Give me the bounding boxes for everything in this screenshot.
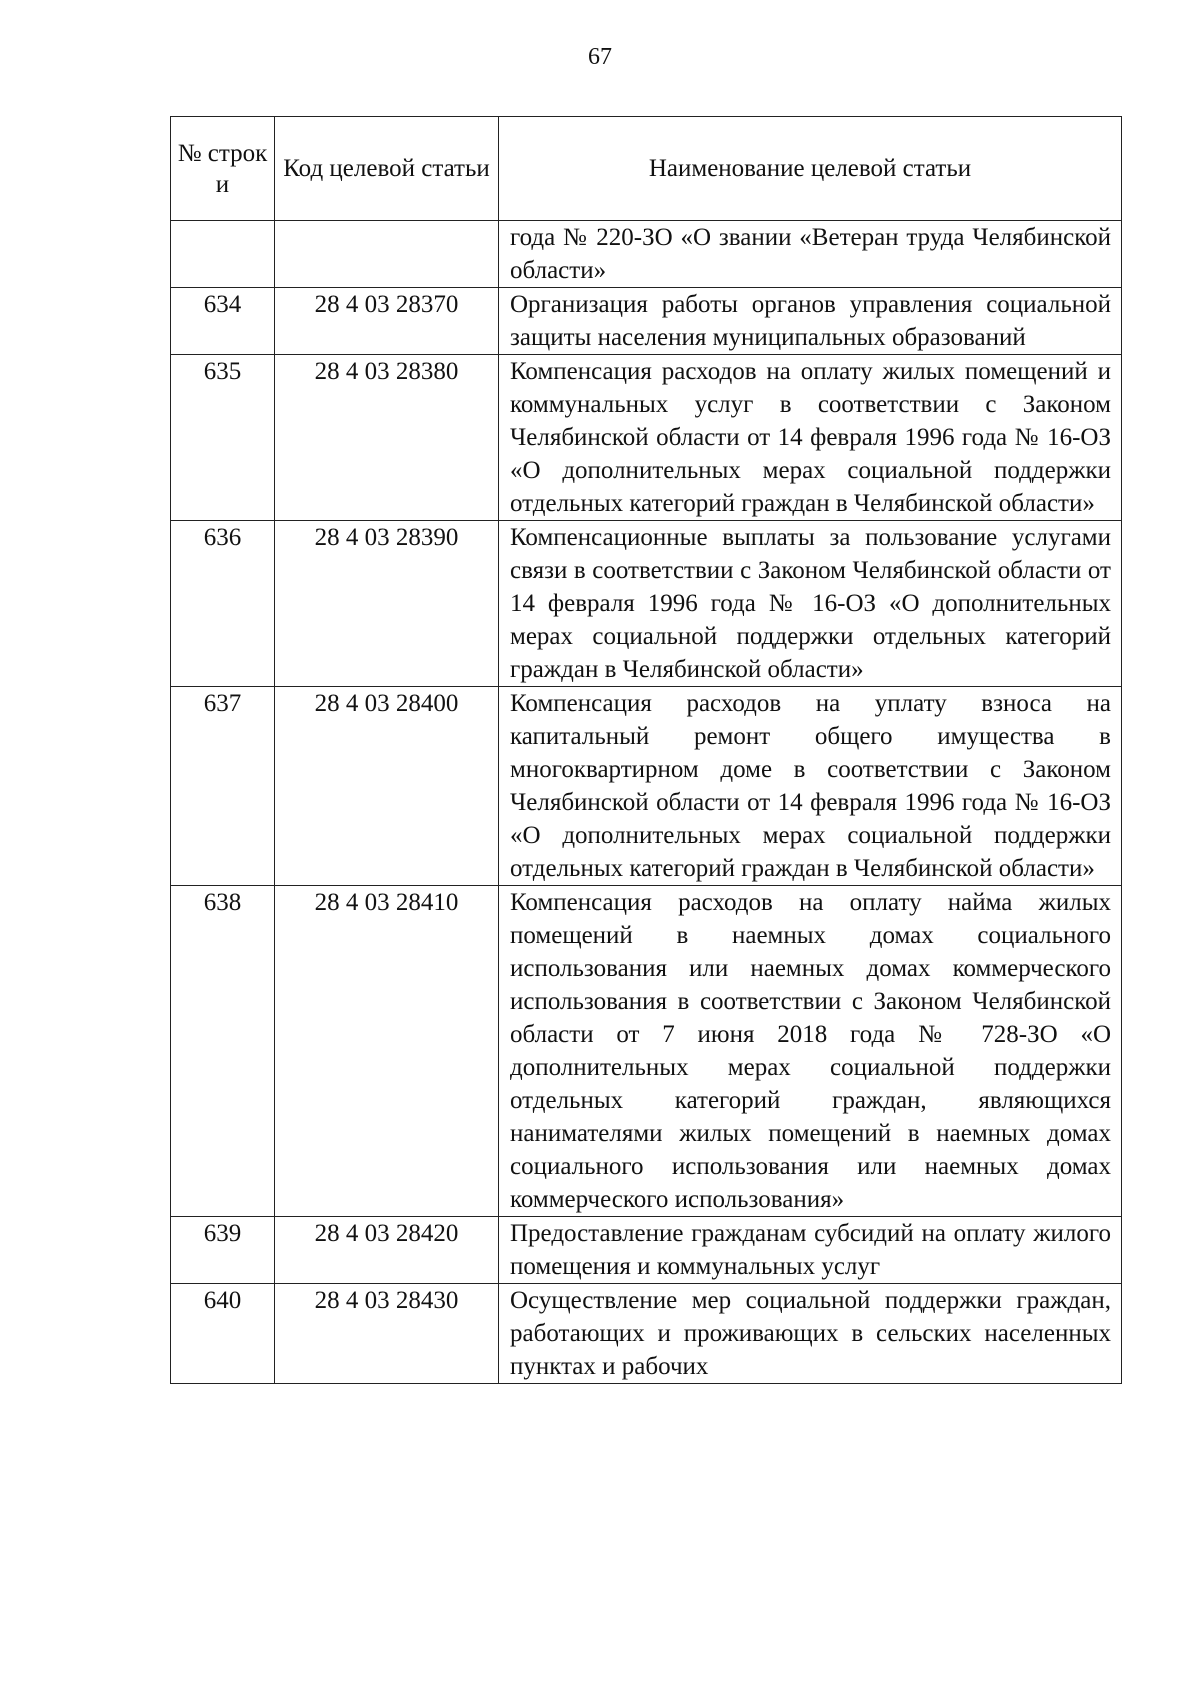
- article-code-cell: 28 4 03 28420: [275, 1217, 499, 1284]
- table-row: [171, 687, 1122, 886]
- table-header-row: [171, 117, 1122, 221]
- article-code-cell: 28 4 03 28370: [275, 288, 499, 355]
- table-body: [171, 221, 1122, 1384]
- article-name-cell: Осуществление мер социальной поддержки граждан, работающих и проживающих в сельских населенных пунктах и рабочих: [499, 1284, 1122, 1384]
- header-row-number: № строк и: [171, 117, 275, 221]
- article-code-cell: 28 4 03 28390: [275, 521, 499, 687]
- article-code-cell: 28 4 03 28400: [275, 687, 499, 886]
- row-number-cell: 639: [171, 1217, 275, 1284]
- row-number-cell: [171, 221, 275, 288]
- article-name-cell: Компенсация расходов на уплату взноса на капитальный ремонт общего имущества в многоквартирном доме в соответствии с Законом Челябинской области от 14 февраля 1996 года № 16-ОЗ «О дополнительных мерах социальной поддержки отдельных категорий граждан в Челябинской области»: [499, 687, 1122, 886]
- target-articles-table: [170, 116, 1122, 1384]
- article-code-cell: 28 4 03 28430: [275, 1284, 499, 1384]
- article-code-cell: [275, 221, 499, 288]
- row-number-cell: 635: [171, 355, 275, 521]
- article-name-cell: Компенсация расходов на оплату жилых помещений и коммунальных услуг в соответствии с Законом Челябинской области от 14 февраля 1996 года № 16-ОЗ «О дополнительных мерах социальной поддержки отдельных категорий граждан в Челябинской области»: [499, 355, 1122, 521]
- article-name-cell: Компенсация расходов на оплату найма жилых помещений в наемных домах социального использования или наемных домах коммерческого использования в соответствии с Законом Челябинской области от 7 июня 2018 года № 728-ЗО «О дополнительных мерах социальной поддержки отдельных категорий граждан, являющихся нанимателями жилых помещений в наемных домах социального использования или наемных домах коммерческого использования»: [499, 886, 1122, 1217]
- table-row: [171, 1217, 1122, 1284]
- row-number-cell: 638: [171, 886, 275, 1217]
- table-row: [171, 288, 1122, 355]
- article-code-cell: 28 4 03 28380: [275, 355, 499, 521]
- header-article-code: Код целевой статьи: [275, 117, 499, 221]
- table-row: [171, 221, 1122, 288]
- row-number-cell: 634: [171, 288, 275, 355]
- header-article-name: Наименование целевой статьи: [499, 117, 1122, 221]
- row-number-cell: 636: [171, 521, 275, 687]
- article-name-cell: Предоставление гражданам субсидий на оплату жилого помещения и коммунальных услуг: [499, 1217, 1122, 1284]
- article-code-cell: 28 4 03 28410: [275, 886, 499, 1217]
- article-name-cell: года № 220-ЗО «О звании «Ветеран труда Челябинской области»: [499, 221, 1122, 288]
- table-row: [171, 886, 1122, 1217]
- row-number-cell: 637: [171, 687, 275, 886]
- table-row: [171, 1284, 1122, 1384]
- table-row: [171, 521, 1122, 687]
- article-name-cell: Компенсационные выплаты за пользование услугами связи в соответствии с Законом Челябинской области от 14 февраля 1996 года № 16-ОЗ «О дополнительных мерах социальной поддержки отдельных категорий граждан в Челябинской области»: [499, 521, 1122, 687]
- row-number-cell: 640: [171, 1284, 275, 1384]
- page-number: 67: [588, 44, 612, 70]
- article-name-cell: Организация работы органов управления социальной защиты населения муниципальных образований: [499, 288, 1122, 355]
- table-row: [171, 355, 1122, 521]
